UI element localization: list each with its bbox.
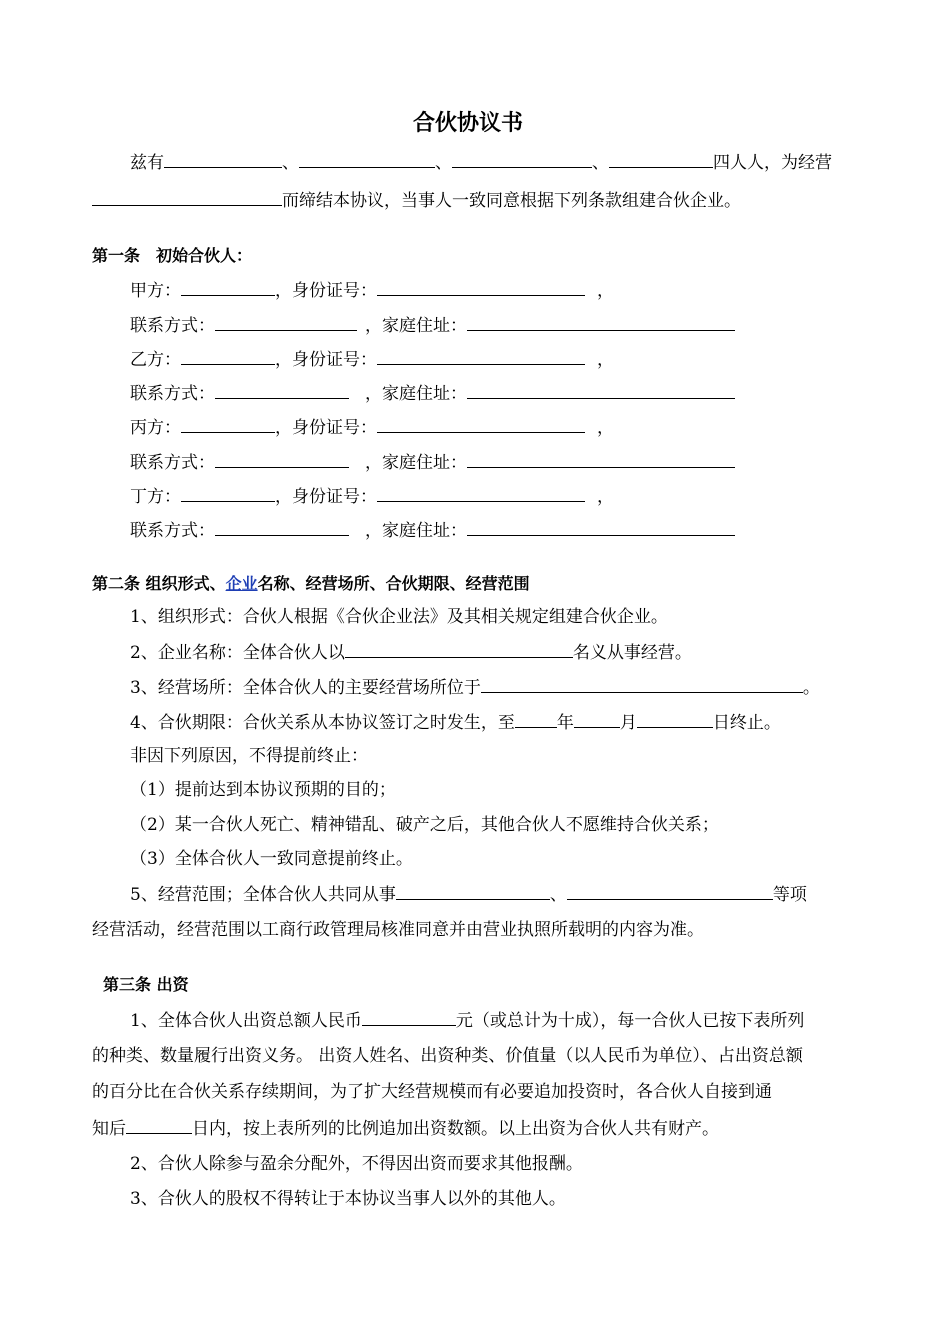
art2-item-4-cont: 非因下列原因，不得提前终止：	[130, 746, 368, 766]
item-text: 3、经营场所：全体合伙人的主要经营场所位于	[130, 678, 481, 698]
id-label: ，身份证号：	[275, 487, 377, 507]
blank-id[interactable]	[377, 278, 585, 296]
blank-location[interactable]	[481, 675, 803, 693]
blank-enterprise-name[interactable]	[345, 640, 573, 658]
art2-item-4	[130, 710, 781, 735]
blank-partner-4[interactable]	[609, 150, 713, 168]
intro-text: 四人人，为经营	[713, 153, 832, 173]
separator: 、	[592, 153, 609, 173]
separator: 、	[435, 153, 452, 173]
blank-business[interactable]	[92, 188, 282, 206]
address-label: ，家庭住址：	[365, 521, 467, 541]
blank-contact[interactable]	[215, 313, 357, 331]
blank-scope-1[interactable]	[396, 882, 550, 900]
art3-p2: 2、合伙人除参与盈余分配外，不得因出资而要求其他报酬。	[130, 1154, 583, 1174]
party-b-contact-line	[130, 381, 735, 406]
item-text: 名义从事经营。	[572, 643, 692, 663]
party-c-line	[130, 415, 614, 440]
intro-text: 兹有	[130, 153, 164, 173]
party-label: 乙方：	[130, 350, 181, 370]
document-title: 合伙协议书	[413, 111, 524, 136]
blank-partner-3[interactable]	[452, 150, 592, 168]
party-label: 丙方：	[130, 418, 181, 438]
year-label: 年	[556, 713, 574, 733]
blank-address[interactable]	[467, 313, 735, 331]
contact-label: 联系方式：	[130, 453, 215, 473]
item-text: 。	[802, 678, 820, 698]
blank-id[interactable]	[377, 415, 585, 433]
blank-name[interactable]	[181, 278, 275, 296]
id-label: ，身份证号：	[275, 281, 377, 301]
blank-month[interactable]	[574, 710, 620, 728]
party-b-line	[130, 347, 614, 372]
art2-item-3	[130, 675, 820, 700]
intro-line-2	[92, 188, 741, 213]
blank-address[interactable]	[467, 381, 735, 399]
item-text: 知后	[92, 1119, 126, 1139]
comma: ，	[597, 350, 614, 370]
heading-text: 第二条 组织形式、	[92, 574, 226, 593]
intro-text: 而缔结本协议，当事人一致同意根据下列条款组建合伙企业。	[282, 191, 741, 211]
address-label: ，家庭住址：	[365, 453, 467, 473]
item-text: 1、全体合伙人出资总额人民币	[130, 1011, 362, 1031]
blank-address[interactable]	[467, 450, 735, 468]
separator: 、	[282, 153, 299, 173]
address-label: ，家庭住址：	[365, 384, 467, 404]
blank-partner-1[interactable]	[164, 150, 282, 168]
article-3-heading: 第三条 出资	[103, 975, 189, 994]
item-text: 日内，按上表所列的比例追加出资数额。以上出资为合伙人共有财产。	[192, 1119, 719, 1139]
party-d-line	[130, 484, 614, 509]
blank-contact[interactable]	[215, 518, 349, 536]
item-text: 2、企业名称：全体合伙人以	[130, 643, 345, 663]
blank-id[interactable]	[377, 484, 585, 502]
art2-item-5-cont: 经营活动，经营范围以工商行政管理局核准同意并由营业执照所载明的内容为准。	[92, 920, 704, 940]
blank-day[interactable]	[637, 710, 713, 728]
party-label: 甲方：	[130, 281, 181, 301]
reason-1: （1）提前达到本协议预期的目的；	[130, 780, 396, 800]
reason-2: （2）某一合伙人死亡、精神错乱、破产之后，其他合伙人不愿维持合伙关系；	[130, 815, 719, 835]
comma: ，	[597, 418, 614, 438]
blank-days[interactable]	[126, 1116, 192, 1134]
blank-contact[interactable]	[215, 450, 349, 468]
blank-amount[interactable]	[362, 1008, 456, 1026]
blank-year[interactable]	[515, 710, 557, 728]
id-label: ，身份证号：	[275, 418, 377, 438]
item-text: 日终止。	[712, 713, 781, 733]
blank-name[interactable]	[181, 415, 275, 433]
separator: 、	[549, 885, 567, 905]
item-text: 等项	[772, 885, 807, 905]
party-a-contact-line	[130, 313, 735, 338]
intro-line-1	[130, 150, 832, 175]
item-text: 元（或总计为十成），每一合伙人已按下表所列	[455, 1011, 805, 1031]
enterprise-link[interactable]: 企业	[225, 574, 258, 593]
contact-label: 联系方式：	[130, 384, 215, 404]
party-d-contact-line	[130, 518, 735, 543]
art2-item-5	[130, 882, 807, 907]
party-label: 丁方：	[130, 487, 181, 507]
blank-name[interactable]	[181, 484, 275, 502]
id-label: ，身份证号：	[275, 350, 377, 370]
blank-partner-2[interactable]	[299, 150, 435, 168]
heading-text: 名称、经营场所、合伙期限、经营范围	[257, 574, 530, 593]
blank-scope-2[interactable]	[567, 882, 773, 900]
item-text: 5、经营范围；全体合伙人共同从事	[130, 885, 396, 905]
art3-p1-line-c: 的百分比在合伙关系存续期间，为了扩大经营规模而有必要追加投资时，各合伙人自接到通	[92, 1082, 772, 1102]
blank-name[interactable]	[181, 347, 275, 365]
month-label: 月	[619, 713, 637, 733]
party-a-line	[130, 278, 614, 303]
blank-address[interactable]	[467, 518, 735, 536]
blank-id[interactable]	[377, 347, 585, 365]
article-2-heading	[92, 572, 530, 596]
blank-contact[interactable]	[215, 381, 349, 399]
item-text: 4、合伙期限：合伙关系从本协议签订之时发生，至	[130, 713, 515, 733]
article-1-heading: 第一条 初始合伙人：	[92, 246, 253, 265]
art2-item-1: 1、组织形式：合伙人根据《合伙企业法》及其相关规定组建合伙企业。	[130, 607, 668, 627]
art3-p3: 3、合伙人的股权不得转让于本协议当事人以外的其他人。	[130, 1189, 566, 1209]
address-label: ，家庭住址：	[365, 316, 467, 336]
contact-label: 联系方式：	[130, 316, 215, 336]
art3-p1-line-a	[130, 1008, 804, 1033]
comma: ，	[597, 487, 614, 507]
contact-label: 联系方式：	[130, 521, 215, 541]
comma: ，	[597, 281, 614, 301]
art3-p1-line-d	[92, 1116, 719, 1141]
art2-item-2	[130, 640, 692, 665]
art3-p1-line-b: 的种类、数量履行出资义务。 出资人姓名、出资种类、价值量（以人民币为单位）、占出资总额	[92, 1046, 803, 1066]
reason-3: （3）全体合伙人一致同意提前终止。	[130, 849, 413, 869]
party-c-contact-line	[130, 450, 735, 475]
